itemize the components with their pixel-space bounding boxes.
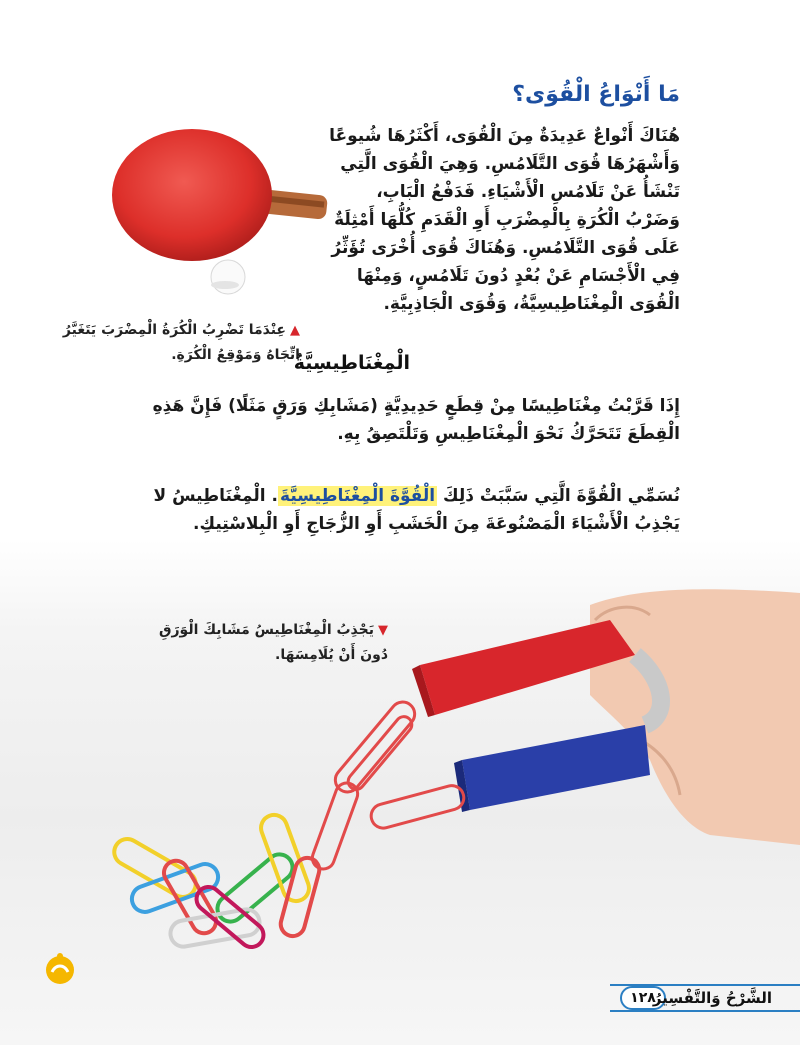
footer-label: الشَّرْحُ وَالتَّفْسِيرُ [652, 989, 772, 1007]
magnetism-paragraph-2 [110, 482, 680, 538]
page-number: ١٢٨ [620, 986, 666, 1010]
racket-caption [60, 318, 300, 367]
paragraph-2-end: . الْمِغْنَاطِيسُ لا يَجْذِبُ الْأَشْيَاءَ الْمَصْنُوعَةَ مِنَ الْخَشَبِ أَوِ الزُّجَاجِ أَوِ الْبِلاسْتِيكِ. [153, 486, 680, 534]
red-triangle-icon: ▲ [290, 323, 300, 338]
paragraph-2-start: نُسَمِّي الْقُوَّةَ الَّتِي سَبَّبَتْ ذَلِكَ [437, 486, 680, 506]
magnetism-title: الْمِغْنَاطِيسِيَّةُ [293, 352, 410, 374]
publisher-logo-icon [40, 948, 80, 988]
red-triangle-icon: ▼ [378, 623, 388, 638]
magnetism-paragraph-1: إِذَا قَرَّبْتُ مِغْنَاطِيسًا مِنْ قِطَعٍ حَدِيدِيَّةٍ (مَشَابِكِ وَرَقٍ مَثَلًا) فَإِنَّ هَذِهِ الْقِطَعَ تَتَحَرَّكُ نَحْوَ الْمِغْنَاطِيسِ وَتَلْتَصِقُ بِهِ. [152, 396, 680, 444]
magnet-caption-text: يَجْذِبُ الْمِغْنَاطِيسُ مَشَابِكَ الْوَرَقِ دُونَ أَنْ يُلَامِسَهَا. [158, 622, 388, 663]
magnetic-force-highlight: الْقُوَّةَ الْمِغْنَاطِيسِيَّةَ [280, 486, 436, 506]
magnet-photo [90, 585, 800, 985]
forces-paragraph: هُنَاكَ أَنْواعٌ عَدِيدَةٌ مِنَ الْقُوَى، أَكْثَرُهَا شُيوعًا وَأَشْهَرُهَا قُوَى التَّلَامُسِ. وَهِيَ الْقُوَى الَّتِي تَنْشَأُ عَنْ تَلَامُسِ الْأَشْيَاءِ. فَدَفْعُ الْبَابِ، وَضَرْبُ الْكُرَةِ بِالْمِضْرَبِ أَوِ الْقَدَمِ كُلُّهَا أَمْثِلَةٌ عَلَى قُوَى التَّلَامُسِ. وَهُنَاكَ قُوَى أُخْرَى تُؤَثِّرُ فِي الْأَجْسَامِ عَنْ بُعْدٍ دُونَ تَلَامُسٍ، وَمِنْهَا الْقُوَى الْمِغْنَاطِيسِيَّةُ، وَقُوَى الْجَاذِبِيَّةِ. [329, 126, 680, 314]
racket-illustration [110, 125, 335, 300]
section-title: مَا أَنْوَاعُ الْقُوَى؟ [512, 82, 680, 107]
racket-caption-text: عِنْدَمَا تَضْرِبُ الْكُرَةُ الْمِضْرَبَ يَتَغَيَّرُ اتِّجَاهُ وَمَوْقِعُ الْكُرَةِ. [62, 322, 300, 363]
